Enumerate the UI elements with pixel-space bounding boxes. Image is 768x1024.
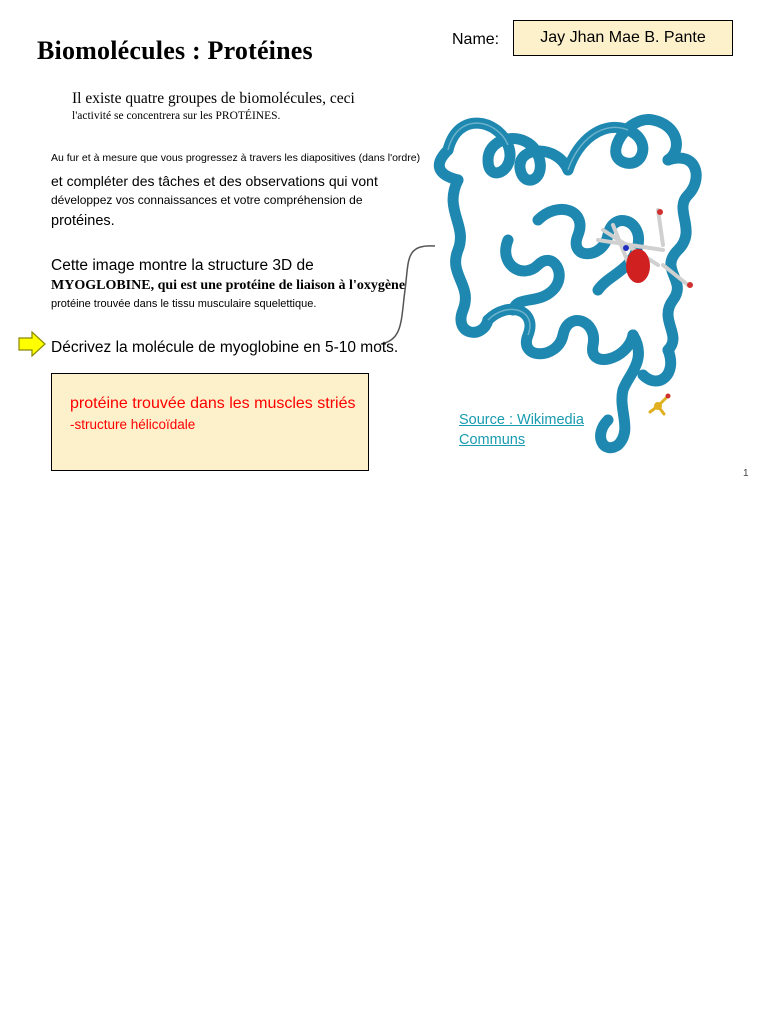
caption-line-3: protéine trouvée dans le tissu musculaire squelettique.	[51, 298, 317, 310]
source-line-1: Source : Wikimedia	[459, 412, 584, 428]
answer-line-2: -structure hélicoïdale	[70, 417, 196, 432]
name-value: Jay Jhan Mae B. Pante	[540, 29, 706, 46]
page-number: 1	[743, 468, 749, 479]
progress-line-2: et compléter des tâches et des observations qui vont	[51, 173, 378, 189]
progress-line-3: développez vos connaissances et votre compréhension de	[51, 193, 363, 207]
source-line-2: Communs	[459, 432, 526, 448]
intro-line-1: Il existe quatre groupes de biomolécules, ceci	[72, 90, 355, 107]
progress-line-4: protéines.	[51, 213, 115, 229]
progress-line-1: Au fur et à mesure que vous progressez à travers les diapositives (dans l'ordre)	[51, 152, 421, 164]
caption-line-1: Cette image montre la structure 3D de	[51, 257, 314, 274]
name-field[interactable]	[513, 20, 733, 56]
source-link[interactable]	[459, 410, 584, 450]
answer-line-1: protéine trouvée dans les muscles striés	[70, 395, 356, 412]
arrow-right-icon	[18, 331, 46, 357]
question-text: Décrivez la molécule de myoglobine en 5-10 mots.	[51, 339, 399, 356]
intro-line-2: l'activité se concentrera sur les PROTÉINES.	[72, 110, 281, 122]
myoglobin-3d-structure	[428, 90, 728, 460]
name-label: Name:	[452, 31, 500, 48]
page-title: Biomolécules : Protéines	[37, 36, 313, 65]
caption-line-2: MYOGLOBINE, qui est une protéine de liaison à l'oxygène	[51, 278, 406, 293]
